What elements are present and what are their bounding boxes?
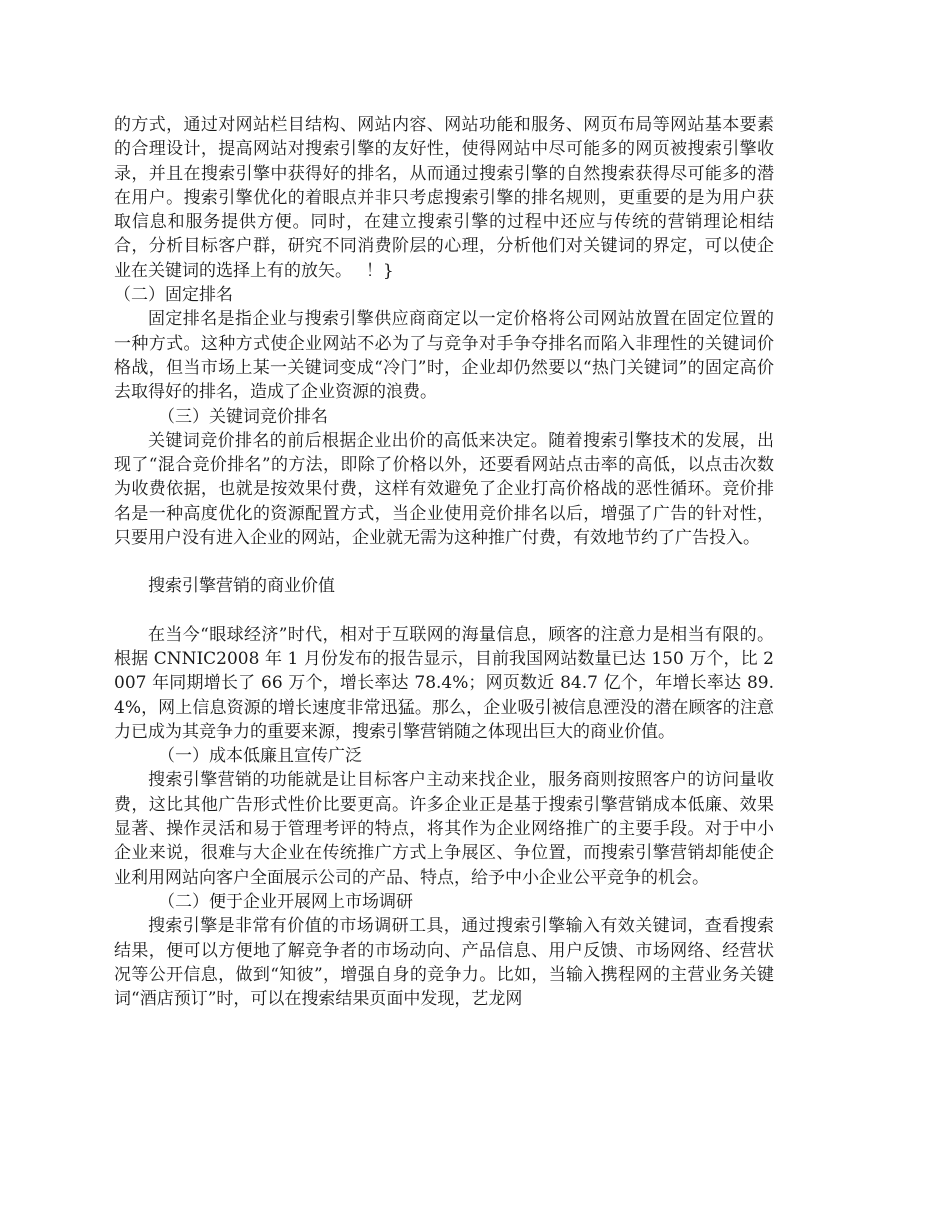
paragraph-eyeball-economy: 在当今“眼球经济”时代，相对于互联网的海量信息，顾客的注意力是相当有限的。根据 CNNIC2008 年 1 月份发布的报告显示，目前我国网站数量已达 150 万个，比 2007 年同期增长了 66 万个，增长率达 78.4%；网页数近 84.7 亿个，年增长率达 89.4%，网上信息资源的增长速度非常迅猛。那么，企业吸引被信息湮没的潜在顾客的注意力已成为其竞争力的重要来源，搜索引擎营销随之体现出巨大的商业价值。 (114, 624, 774, 742)
document-body (114, 113, 774, 1011)
paragraph-market-research: 搜索引擎是非常有价值的市场调研工具，通过搜索引擎输入有效关键词，查看搜索结果，便可以方便地了解竞争者的市场动向、产品信息、用户反馈、市场网络、经营状况等公开信息，做到“知彼”，增强自身的竞争力。比如，当输入携程网的主营业务关键词“酒店预订”时，可以在搜索结果页面中发现，艺龙网 (114, 916, 774, 1010)
heading-low-cost: （一）成本低廉且宣传广泛 (158, 746, 362, 767)
heading-market-research: （二）便于企业开展网上市场调研 (158, 891, 413, 912)
paragraph-seo-intro: 的方式，通过对网站栏目结构、网站内容、网站功能和服务、网页布局等网站基本要素的合理设计，提高网站对搜索引擎的友好性，使得网站中尽可能多的网页被搜索引擎收录，并且在搜索引擎中获得好的排名，从而通过搜索引擎的自然搜索获得尽可能多的潜在用户。搜索引擎优化的着眼点并非只考虑搜索引擎的排名规则，更重要的是为用户获取信息和服务提供方便。同时，在建立搜索引擎的过程中还应与传统的营销理论相结合，分析目标客户群，研究不同消费阶层的心理，分析他们对关键词的界定，可以使企业在关键词的选择上有的放矢。 ！} (114, 115, 774, 281)
paragraph-fixed-ranking: 固定排名是指企业与搜索引擎供应商商定以一定价格将公司网站放置在固定位置的一种方式。这种方式使企业网站不必为了与竞争对手争夺排名而陷入非理性的关键词价格战，但当市场上某一关键词变成“冷门”时，企业却仍然要以“热门关键词”的固定高价去取得好的排名，造成了企业资源的浪费。 (114, 309, 774, 403)
paragraph-keyword-bidding: 关键词竞价排名的前后根据企业出价的高低来决定。随着搜索引擎技术的发展，出现了“混合竞价排名”的方法，即除了价格以外，还要看网站点击率的高低，以点击次数为收费依据，也就是按效果付费，这样有效避免了企业打高价格战的恶性循环。竞价排名是一种高度优化的资源配置方式，当企业使用竞价排名以后，增强了广告的针对性，只要用户没有进入企业的网站，企业就无需为这种推广付费，有效地节约了广告投入。 (114, 430, 774, 549)
heading-fixed-ranking: （二）固定排名 (114, 285, 233, 306)
section-title-commercial-value: 搜索引擎营销的商业价值 (148, 576, 335, 597)
heading-keyword-bidding: （三）关键词竞价排名 (158, 406, 328, 427)
paragraph-low-cost: 搜索引擎营销的功能就是让目标客户主动来找企业，服务商则按照客户的访问量收费，这比其他广告形式性价比要更高。许多企业正是基于搜索引擎营销成本低廉、效果显著、操作灵活和易于管理考评的特点，将其作为企业网络推广的主要手段。对于中小企业来说，很难与大企业在传统推广方式上争展区、争位置，而搜索引擎营销却能使企业利用网站向客户全面展示公司的产品、特点，给予中小企业公平竞争的机会。 (114, 770, 774, 888)
